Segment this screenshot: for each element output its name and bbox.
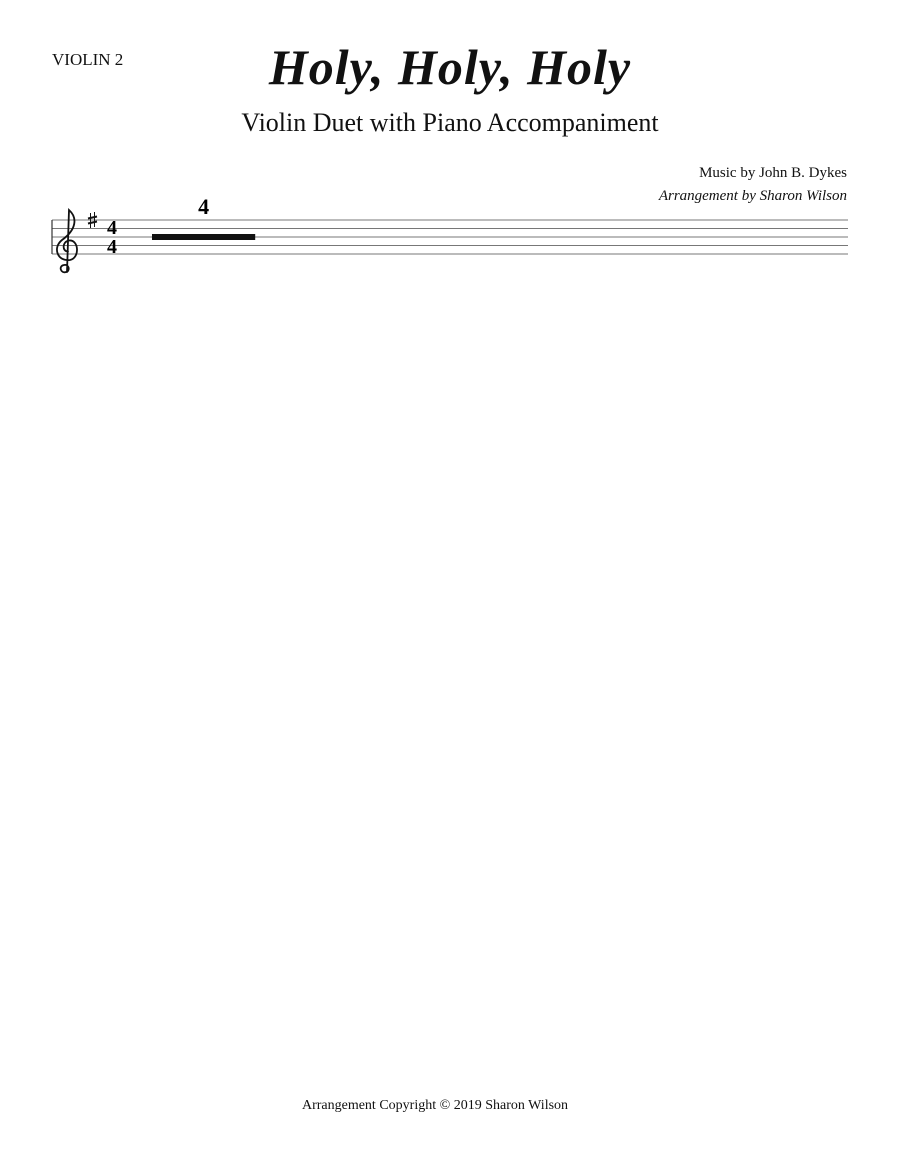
page-subtitle: Violin Duet with Piano Accompaniment	[241, 108, 659, 137]
multi-rest-bar	[152, 234, 255, 240]
arranger-credit: Arrangement by Sharon Wilson	[658, 188, 847, 204]
composer-credit: Music by John B. Dykes	[699, 165, 847, 181]
part-label: VIOLIN 2	[52, 50, 124, 69]
treble-clef-path	[57, 210, 77, 272]
sharp-stroke	[88, 217, 97, 219]
multi-rest-count: 4	[198, 194, 210, 219]
time-sig-bottom: 4	[107, 236, 117, 258]
page-title: Holy, Holy, Holy	[268, 39, 632, 95]
treble-clef-icon	[57, 210, 77, 272]
sharp-stroke	[88, 222, 97, 224]
time-sig-top: 4	[107, 217, 117, 239]
copyright-notice: Arrangement Copyright © 2019 Sharon Wilson	[301, 1098, 569, 1113]
